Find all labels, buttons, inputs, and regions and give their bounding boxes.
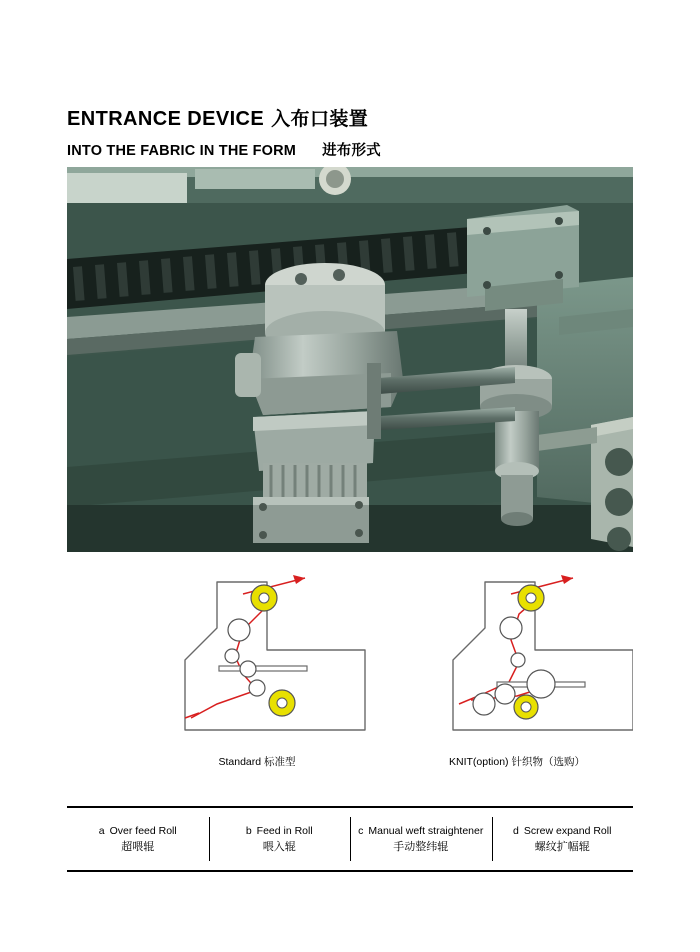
page-title (67, 104, 368, 131)
page-subtitle (67, 139, 381, 160)
legend-item-d-label: Screw expand Roll (523, 824, 612, 837)
diagram-caption-knit (417, 754, 617, 769)
legend-item-b-mark: b (245, 824, 252, 837)
diagram-knit (453, 575, 633, 730)
photo-illustration (67, 167, 633, 552)
diagram-caption-standard (177, 754, 337, 769)
legend-item-a-english (99, 823, 177, 839)
diagram-caption-standard-en: Standard (218, 756, 262, 768)
legend-item-c-mark: c (358, 824, 364, 837)
legend-item-c (350, 808, 492, 870)
page-subtitle-chinese: 进布形式 (322, 143, 381, 159)
legend-item-b (209, 808, 351, 870)
thread-path-diagrams (67, 570, 633, 780)
legend-item-b-chinese: 喂入辊 (262, 840, 296, 853)
legend-item-c-chinese: 手动整纬辊 (393, 840, 449, 853)
legend-item-d (492, 808, 634, 870)
legend-item-b-english (246, 823, 313, 839)
diagram-standard (185, 575, 365, 730)
legend-rule-bottom (67, 870, 633, 872)
diagram-caption-knit-cn: 针织物（选购） (511, 756, 585, 768)
legend-item-b-label: Feed in Roll (256, 824, 313, 837)
diagram-caption-knit-en: KNIT(option) (449, 756, 509, 768)
legend-table (67, 806, 633, 872)
legend-item-a (67, 808, 209, 870)
page-title-chinese: 入布口装置 (271, 109, 369, 130)
legend-row (67, 808, 633, 870)
legend-item-c-english (358, 823, 483, 839)
legend-item-c-label: Manual weft straightener (368, 824, 484, 837)
diagram-caption-standard-cn: 标准型 (264, 756, 296, 768)
diagram-svg (67, 570, 633, 780)
legend-item-a-label: Over feed Roll (109, 824, 177, 837)
legend-item-d-chinese: 螺纹扩幅辊 (534, 840, 590, 853)
legend-item-d-english (513, 823, 611, 839)
legend-item-a-mark: a (98, 824, 105, 837)
entrance-device-photo (67, 167, 633, 552)
legend-item-d-mark: d (513, 824, 519, 837)
page-title-english: ENTRANCE DEVICE (67, 108, 265, 130)
legend-item-a-chinese: 超喂辊 (121, 840, 155, 853)
page-subtitle-english: INTO THE FABRIC IN THE FORM (67, 143, 297, 159)
